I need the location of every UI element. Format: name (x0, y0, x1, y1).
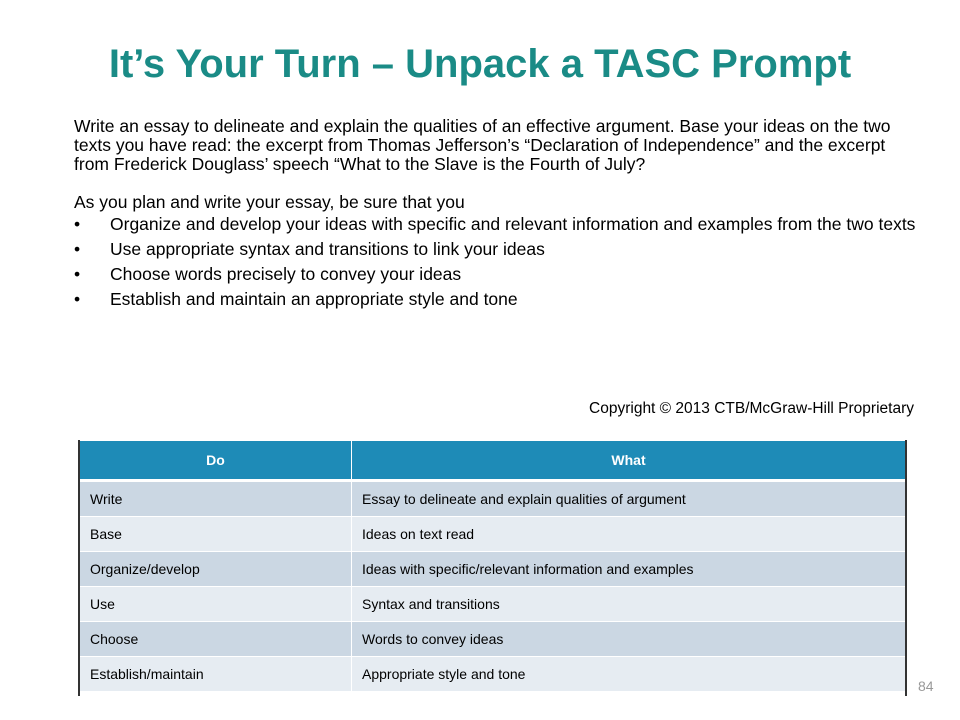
bullet-text: Use appropriate syntax and transitions to link your ideas (110, 239, 545, 259)
prompt-text: Write an essay to delineate and explain the qualities of an effective argument. Base your ideas on the two texts you have read: the excerpt from Thomas Jefferson’s “Declaration of Independence” and the excerpt from Frederick Douglass’ speech “What to the Slave is the Fourth of July? (74, 116, 891, 174)
table-header-row (80, 441, 906, 481)
page-number: 84 (918, 678, 934, 694)
bullet-item (74, 240, 924, 259)
table-row (80, 517, 906, 552)
table-frame-left (78, 440, 80, 696)
table-row (80, 657, 906, 692)
table-frame-right (905, 440, 907, 696)
bullet-icon: • (74, 289, 81, 309)
table-cell-do: Base (80, 517, 352, 552)
table-cell-what: Essay to delineate and explain qualities of argument (352, 481, 906, 517)
bullet-list (74, 215, 924, 309)
slide-body (74, 117, 924, 315)
table-row (80, 622, 906, 657)
table-cell-what: Words to convey ideas (352, 622, 906, 657)
bullet-text: Establish and maintain an appropriate style and tone (110, 289, 518, 309)
table-row (80, 552, 906, 587)
table-cell-what: Appropriate style and tone (352, 657, 906, 692)
table-cell-what: Ideas on text read (352, 517, 906, 552)
instructions-intro: As you plan and write your essay, be sure that you (74, 192, 465, 212)
slide-title: It’s Your Turn – Unpack a TASC Prompt (108, 42, 852, 86)
bullet-item (74, 290, 924, 309)
copyright-notice: Copyright © 2013 CTB/McGraw-Hill Proprietary (589, 400, 914, 417)
table-cell-what: Ideas with specific/relevant information and examples (352, 552, 906, 587)
table-cell-do: Organize/develop (80, 552, 352, 587)
bullet-item (74, 265, 924, 284)
table-cell-do: Write (80, 481, 352, 517)
table-row (80, 587, 906, 622)
bullet-text: Choose words precisely to convey your ideas (110, 264, 462, 284)
do-what-table (79, 440, 906, 692)
bullet-icon: • (74, 214, 81, 234)
table-cell-what: Syntax and transitions (352, 587, 906, 622)
table-cell-do: Choose (80, 622, 352, 657)
bullet-icon: • (74, 239, 81, 259)
bullet-text: Organize and develop your ideas with specific and relevant information and examples from the two texts (110, 214, 916, 234)
header-do: Do (80, 441, 352, 481)
bullet-item (74, 215, 924, 234)
table-cell-do: Establish/maintain (80, 657, 352, 692)
header-what: What (352, 441, 906, 481)
table-row (80, 481, 906, 517)
bullet-icon: • (74, 264, 81, 284)
table-cell-do: Use (80, 587, 352, 622)
